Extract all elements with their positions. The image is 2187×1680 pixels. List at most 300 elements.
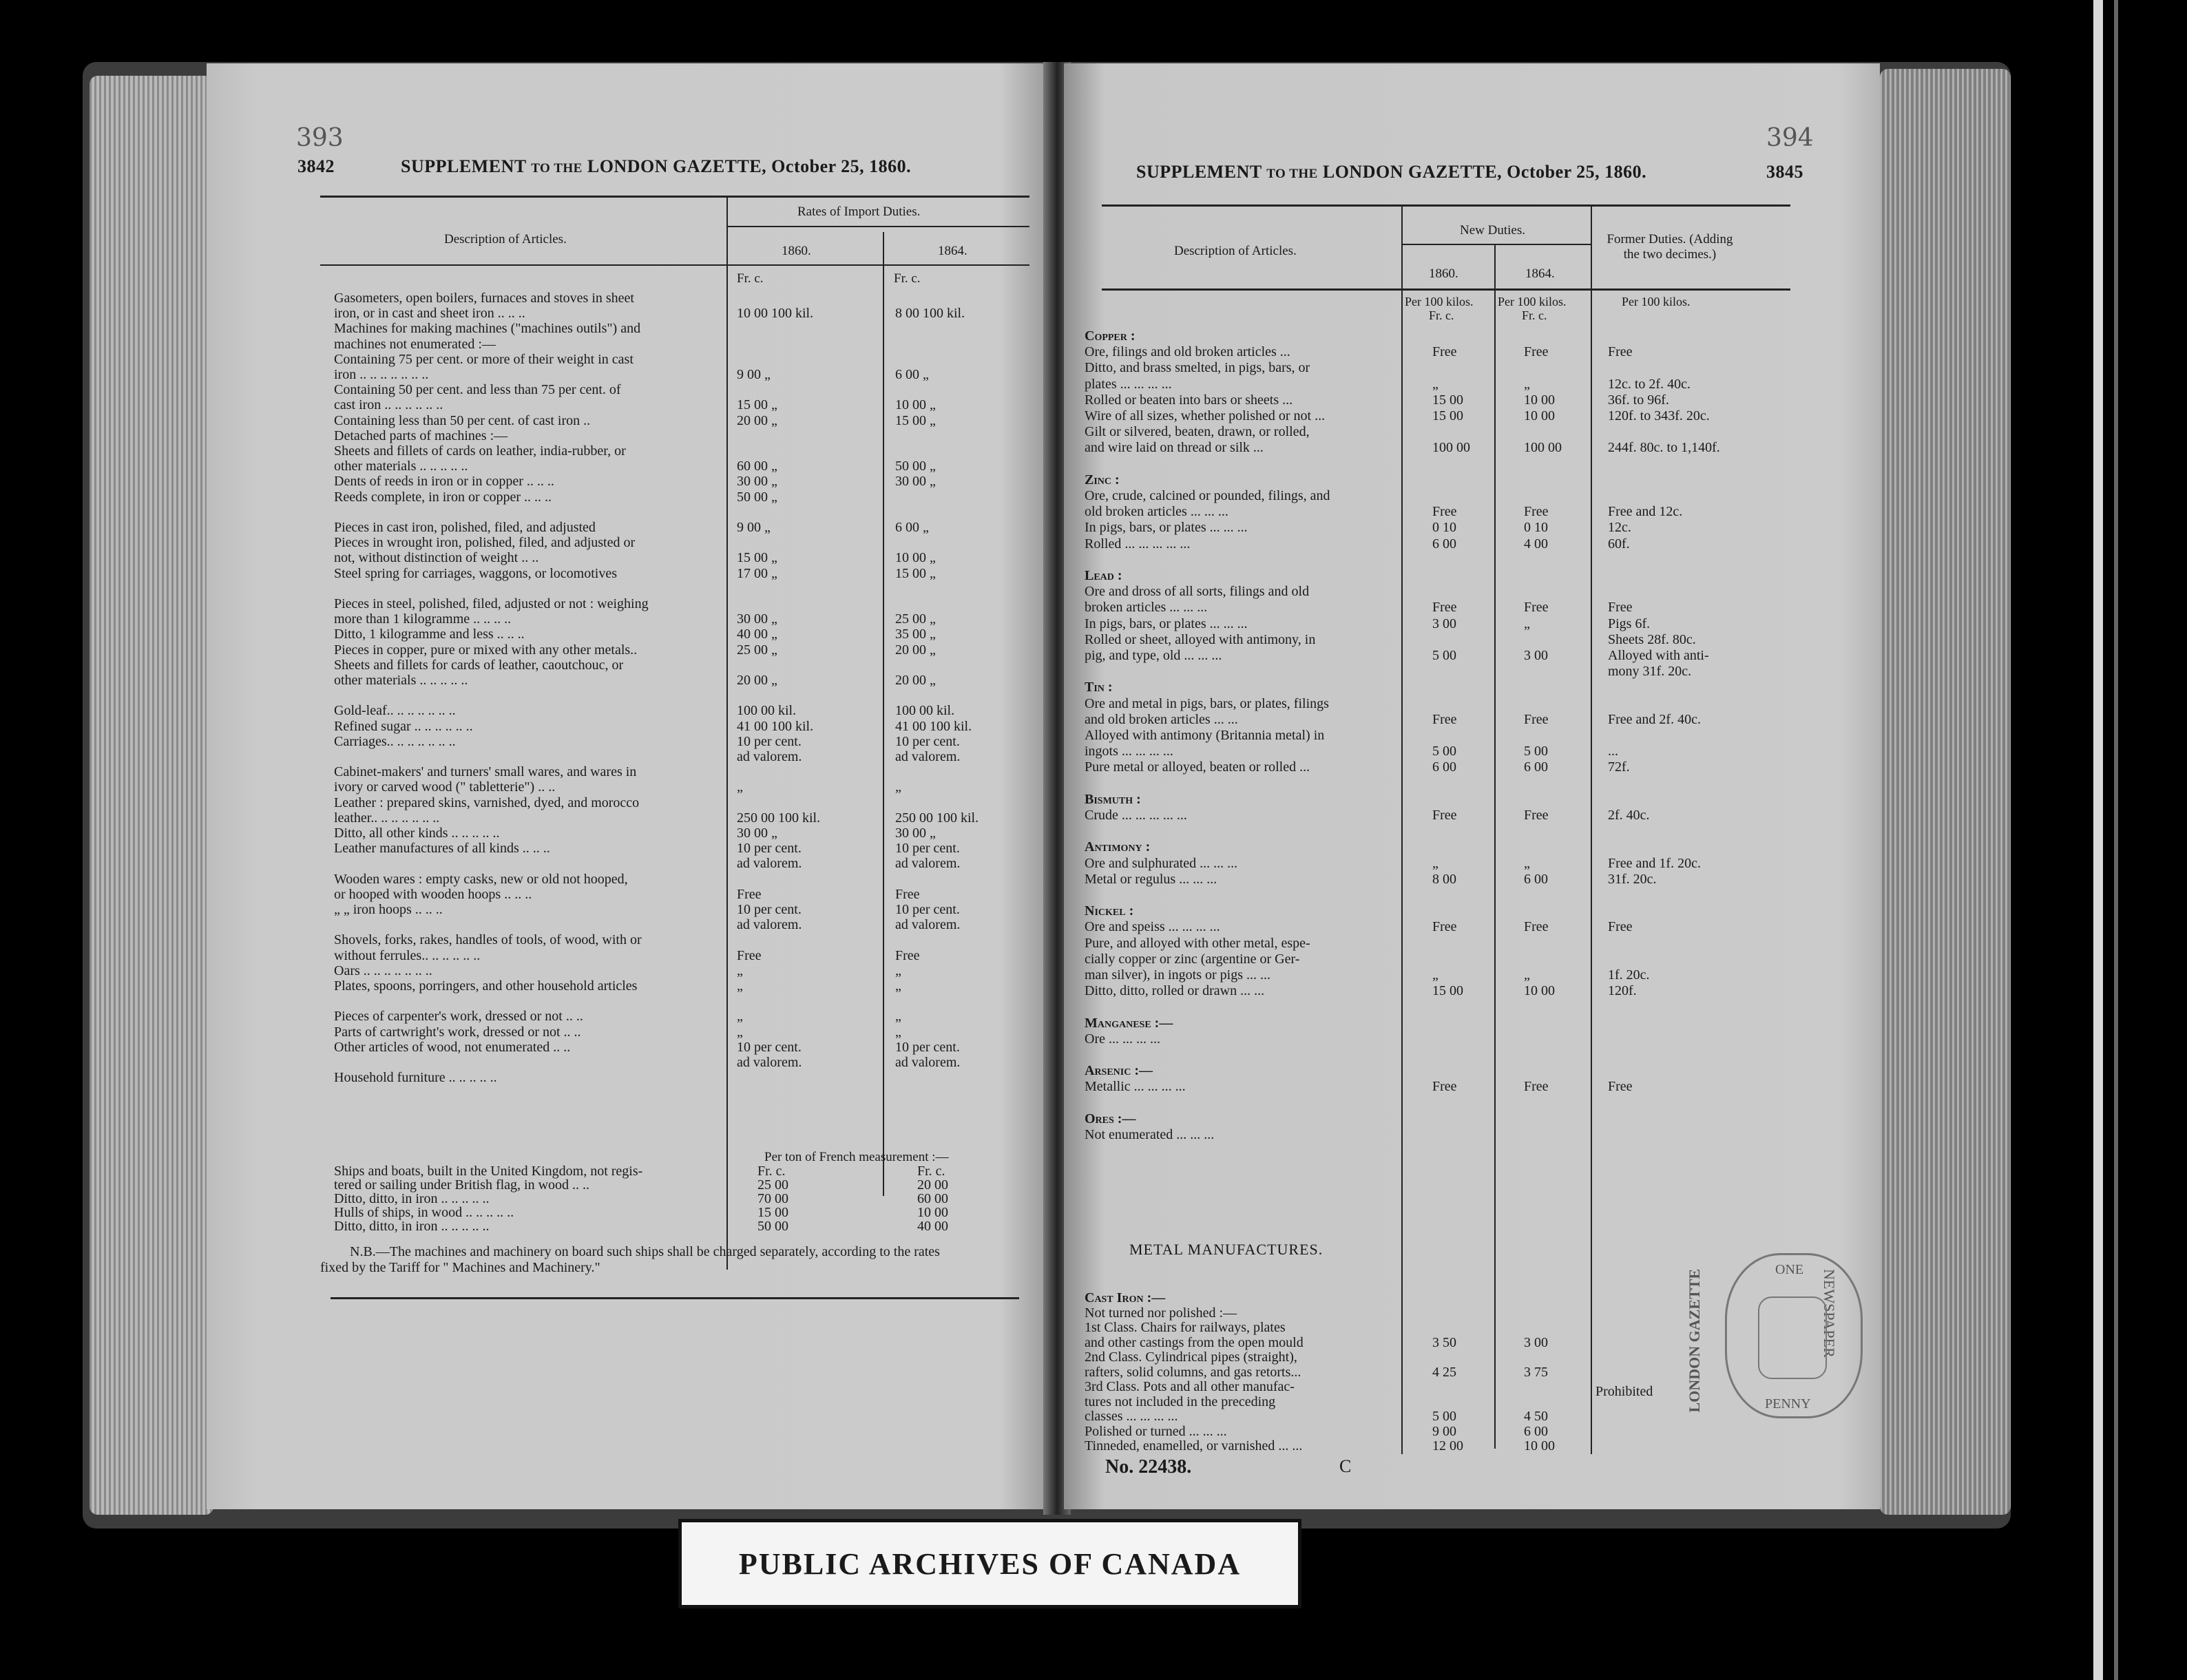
note-line-2: fixed by the Tariff for " Machines and Machinery." [320,1260,600,1275]
page-header-right [1136,162,1646,182]
table-row-1864: „ [895,1009,901,1024]
header-small-right: TO THE [1266,167,1318,181]
table-row-1860: 6 00 [1432,759,1456,775]
table-row-1864: „ [1524,967,1530,983]
header-small: TO THE [531,161,583,176]
table-row-description: Leather manufactures of all kinds .. .. .. [334,841,550,856]
table-row-former: Pigs 6f. [1608,616,1651,631]
table-row-description: not, without distinction of weight .. .. [334,550,539,565]
ship-row-description: Ships and boats, built in the United Kingdom, not regis- [334,1164,643,1179]
archive-label-text: PUBLIC ARCHIVES OF CANADA [738,1546,1242,1581]
ship-row-1860: 15 00 [757,1205,788,1220]
table-row-1864: 8 00 100 kil. [895,306,965,321]
table-row-1864: „ [895,978,901,994]
stamp-top: ONE [1775,1262,1804,1277]
table-row-description: Gilt or silvered, beaten, drawn, or rolled, [1085,424,1310,439]
table-row-description: ivory or carved wood (" tabletterie") .. .. [334,779,556,795]
table-row-former: 1f. 20c. [1608,967,1650,983]
table-row-1860: ad valorem. [737,1055,802,1070]
table-row-description: Pieces of carpenter's work, dressed or not .. .. [334,1009,583,1024]
table-row-1860: „ [737,963,743,978]
section-heading: Zinc : [1085,472,1120,487]
section-heading: Copper : [1085,328,1136,344]
table-row-1860: 15 00 [1432,392,1463,408]
table-row-1864: 6 00 [1524,759,1548,775]
table-row-description: Containing 75 per cent. or more of their weight in cast [334,352,634,367]
page-number: 3842 [297,156,335,176]
table-row-1860: 20 00 „ [737,673,777,688]
table-row-description: and wire laid on thread or silk ... [1085,440,1264,455]
table-row-1864: 0 10 [1524,520,1548,535]
signature-mark: C [1339,1456,1352,1476]
cast-row-description: 3rd Class. Pots and all other manufac- [1085,1379,1295,1394]
table-row-former: Alloyed with anti- [1608,648,1709,663]
table-row-1864: „ [1524,856,1530,871]
col-1864: 1864. [938,244,967,258]
table-row-1864: Free [1524,344,1549,359]
table-row-1864: 100 00 [1524,440,1562,455]
table-row-1864: 250 00 100 kil. [895,810,979,826]
table-row-1860: 9 00 „ [737,367,771,382]
table-row-1864: Free [1524,712,1549,727]
ship-row-description: Ditto, ditto, in iron .. .. .. .. .. [334,1219,490,1234]
fr-c-1860: Fr. c. [737,271,764,286]
table-row-1864: ad valorem. [895,1055,961,1070]
table-row-description: Household furniture .. .. .. .. .. [334,1070,497,1085]
table-row-1860: „ [737,1025,743,1040]
table-row-1864: 100 00 kil. [895,703,955,718]
table-row-description: leather.. .. .. .. .. .. .. [334,810,440,826]
table-row-1860: ad valorem. [737,917,802,932]
film-frame-edge [2114,0,2118,1680]
cast-row-description: tures not included in the preceding [1085,1394,1276,1409]
table-row-1860: 10 per cent. [737,902,802,917]
new-duties-rule [1401,244,1591,245]
newspaper-stamp [1686,1253,1863,1418]
table-row-1864: 6 00 „ [895,520,929,535]
table-row-1864: 41 00 100 kil. [895,719,972,734]
table-row-former: 12c. [1608,520,1631,535]
top-rule-right [1102,204,1790,207]
table-row-1864: Free [1524,504,1549,519]
table-row-description: without ferrules.. .. .. .. .. .. [334,948,481,963]
cast-row-1860: 12 00 [1432,1438,1463,1453]
table-row-description: or hooped with wooden hoops .. .. .. [334,887,532,902]
table-row-1860: Free [1432,344,1457,359]
table-row-1860: Free [737,887,762,902]
table-row-1860: 10 per cent. [737,841,802,856]
table-row-description: cast iron .. .. .. .. .. .. [334,397,443,412]
table-row-1864: ad valorem. [895,856,961,871]
table-row-description: other materials .. .. .. .. .. [334,673,468,688]
table-row-1864: 15 00 „ [895,566,936,581]
table-row-description: Pure, and alloyed with other metal, espe- [1085,936,1310,951]
table-row-1860: 10 per cent. [737,734,802,749]
table-row-description: Refined sugar .. .. .. .. .. .. [334,719,473,734]
table-row-description: Steel spring for carriages, waggons, or locomotives [334,566,618,581]
table-row-1860: 40 00 „ [737,627,777,642]
top-rule [320,196,1029,198]
table-row-description: Pure metal or alloyed, beaten or rolled ... [1085,759,1310,775]
table-row-description: In pigs, bars, or plates ... ... ... [1085,520,1248,535]
table-row-description: Ditto, all other kinds .. .. .. .. .. [334,826,500,841]
table-row-description: Shovels, forks, rakes, handles of tools, of wood, with or [334,932,642,947]
table-row-description: Ore ... ... ... ... [1085,1031,1160,1047]
table-row-former: mony 31f. 20c. [1608,664,1692,679]
table-row-1864: 35 00 „ [895,627,936,642]
ship-row-description: tered or sailing under British flag, in wood .. .. [334,1177,590,1193]
table-row-former: 120f. to 343f. 20c. [1608,408,1710,423]
table-row-former: 36f. to 96f. [1608,392,1669,408]
table-row-1860: 6 00 [1432,536,1456,552]
cast-row-1860: 5 00 [1432,1409,1456,1424]
table-row-former: 72f. [1608,759,1630,775]
table-row-description: Ditto, ditto, rolled or drawn ... ... [1085,983,1265,998]
header-rule-right [1102,288,1790,291]
table-row-1860: 10 per cent. [737,1040,802,1055]
table-row-1864: 50 00 „ [895,459,936,474]
table-row-1860: 17 00 „ [737,566,777,581]
table-row-1864: Free [1524,600,1549,615]
per-kilos-1860: Per 100 kilos. [1405,295,1474,308]
table-row-1864: Free [895,887,920,902]
ship-row-1860: 70 00 [757,1191,788,1206]
table-row-description: Pieces in steel, polished, filed, adjusted or not : weighing [334,596,649,611]
table-row-1860: Free [1432,600,1457,615]
crown-emblem-icon [1758,1296,1827,1379]
section-heading: Arsenic :— [1085,1063,1153,1078]
table-row-description: machines not enumerated :— [334,337,496,352]
col-divider-former [1591,204,1592,1454]
table-row-description: Not enumerated ... ... ... [1085,1127,1215,1142]
table-row-description: Sheets and fillets of cards on leather, india-rubber, or [334,443,626,459]
table-row-1860: 3 00 [1432,616,1456,631]
metal-heading: METAL MANUFACTURES. [1129,1241,1323,1258]
table-row-description: and old broken articles ... ... [1085,712,1238,727]
section-heading: Antimony : [1085,839,1151,854]
cast-row-1864: 3 75 [1524,1365,1548,1380]
issue-number: No. 22438. [1105,1456,1192,1478]
table-row-1864: 10 per cent. [895,734,960,749]
table-row-1860: 41 00 100 kil. [737,719,814,734]
table-row-description: Plates, spoons, porringers, and other household articles [334,978,638,994]
table-row-description: Metallic ... ... ... ... [1085,1079,1186,1094]
fr-c-right-1864: Fr. c. [1522,308,1547,322]
table-row-former: Free and 2f. 40c. [1608,712,1701,727]
table-row-description: man silver), in ingots or pigs ... ... [1085,967,1270,983]
ship-row-1860: Fr. c. [757,1164,786,1179]
fr-c-1864: Fr. c. [894,271,921,286]
table-row-1860: 50 00 „ [737,490,777,505]
table-row-description: Alloyed with antimony (Britannia metal) in [1085,728,1325,743]
table-row-description: ingots ... ... ... ... [1085,744,1173,759]
table-row-description: Ore and sulphurated ... ... ... [1085,856,1238,871]
ship-row-1860: 25 00 [757,1177,788,1193]
stamp-left: LONDON GAZETTE [1686,1269,1703,1413]
section-heading: Tin : [1085,680,1113,695]
table-row-description: Ore and dross of all sorts, filings and old [1085,584,1310,599]
table-row-former: ... [1608,744,1618,759]
cast-row-description: Polished or turned ... ... ... [1085,1424,1227,1439]
section-heading: Lead : [1085,568,1122,583]
col-description: Description of Articles. [444,232,567,246]
table-row-1864: ad valorem. [895,749,961,764]
header-rule [320,264,1029,266]
table-row-1864: ad valorem. [895,917,961,932]
table-row-1860: Free [1432,1079,1457,1094]
table-row-former: 2f. 40c. [1608,808,1650,823]
table-row-description: Detached parts of machines :— [334,428,508,443]
table-row-description: more than 1 kilogramme .. .. .. .. [334,611,512,627]
table-row-former: 12c. to 2f. 40c. [1608,377,1691,392]
cast-row-description: Tinneded, enamelled, or varnished ... ... [1085,1438,1303,1453]
cast-row-description: classes ... ... ... ... [1085,1409,1178,1424]
ship-row-1864: 10 00 [917,1205,948,1220]
table-row-description: Other articles of wood, not enumerated .. .. [334,1040,571,1055]
table-row-former: Free [1608,344,1633,359]
table-row-1864: 10 00 [1524,983,1555,998]
per-kilos-former: Per 100 kilos. [1622,295,1691,308]
col-divider-desc-right [1401,204,1403,1454]
table-row-1864: 25 00 „ [895,611,936,627]
table-row-1860: 30 00 „ [737,611,777,627]
header-title: SUPPLEMENT [401,156,527,176]
section-heading: Nickel : [1085,903,1134,918]
table-row-1860: 15 00 [1432,408,1463,423]
table-row-1860: 0 10 [1432,520,1456,535]
cast-row-1864: 3 00 [1524,1335,1548,1350]
table-row-1860: 15 00 „ [737,397,777,412]
table-row-description: Gasometers, open boilers, furnaces and stoves in sheet [334,291,634,306]
page-edges-left [90,76,213,1515]
table-row-description: plates ... ... ... ... [1085,377,1172,392]
col-new-duties: New Duties. [1460,223,1525,238]
cast-row-1860: 9 00 [1432,1424,1456,1439]
table-row-1860: Free [1432,504,1457,519]
table-row-1864: Free [895,948,920,963]
table-row-description: Rolled ... ... ... ... ... [1085,536,1191,552]
table-row-description: Leather : prepared skins, varnished, dyed, and morocco [334,795,640,810]
stamp-bottom: PENNY [1765,1396,1811,1411]
table-row-1860: 30 00 „ [737,826,777,841]
table-row-1860: 250 00 100 kil. [737,810,821,826]
table-row-description: Carriages.. .. .. .. .. .. .. [334,734,456,749]
fr-c-right-1860: Fr. c. [1429,308,1454,322]
cast-row-1864: 4 50 [1524,1409,1548,1424]
table-row-former: 120f. [1608,983,1637,998]
table-row-1864: 30 00 „ [895,474,936,489]
table-row-description: Reeds complete, in iron or copper .. .. .. [334,490,552,505]
table-row-1864: 3 00 [1524,648,1548,663]
table-row-1860: 30 00 „ [737,474,777,489]
bottom-rule [331,1297,1019,1299]
table-row-1860: Free [1432,808,1457,823]
table-row-1860: 60 00 „ [737,459,777,474]
col-rates: Rates of Import Duties. [797,204,921,219]
pencil-page-number-right: 394 [1766,124,1814,152]
table-row-1864: 20 00 „ [895,673,936,688]
table-row-description: other materials .. .. .. .. .. [334,459,468,474]
table-row-1860: 15 00 „ [737,550,777,565]
section-heading: Ores :— [1085,1111,1136,1126]
table-row-1860: 100 00 kil. [737,703,797,718]
ship-row-1864: 60 00 [917,1191,948,1206]
table-row-1860: „ [1432,856,1438,871]
table-row-1864: 10 per cent. [895,902,960,917]
cast-row-1864: 6 00 [1524,1424,1548,1439]
table-row-description: Rolled or beaten into bars or sheets ... [1085,392,1293,408]
section-heading: Cast Iron :— [1085,1290,1166,1305]
table-row-description: Ore, crude, calcined or pounded, filings, and [1085,488,1330,503]
table-row-1860: Free [1432,919,1457,934]
cast-row-1860: 4 25 [1432,1365,1456,1380]
stamp-side: NEWSPAPER [1821,1269,1838,1358]
table-row-1864: 10 00 [1524,408,1555,423]
col-1860-right: 1860. [1429,266,1458,281]
cast-row-1864: 10 00 [1524,1438,1555,1453]
per-kilos-1864: Per 100 kilos. [1498,295,1567,308]
table-row-1860: Free [737,948,762,963]
table-row-1860: ad valorem. [737,856,802,871]
col-1864-right: 1864. [1525,266,1555,281]
rates-rule [726,226,1029,227]
table-row-description: Containing 50 per cent. and less than 75 per cent. of [334,382,621,397]
table-row-description: old broken articles ... ... ... [1085,504,1228,519]
table-row-former: Free and 1f. 20c. [1608,856,1701,871]
film-frame-bar [2093,0,2103,1680]
table-row-1864: „ [895,1025,901,1040]
table-row-former: Free [1608,1079,1633,1094]
table-row-1864: 4 00 [1524,536,1548,552]
table-row-1864: Free [1524,919,1549,934]
table-row-1860: Free [1432,712,1457,727]
table-row-description: Wire of all sizes, whether polished or not ... [1085,408,1326,423]
table-row-description: Metal or regulus ... ... ... [1085,872,1217,887]
prohibited-label: Prohibited [1595,1384,1653,1399]
ship-row-description: Hulls of ships, in wood .. .. .. .. .. [334,1205,514,1220]
cast-row-1860: 3 50 [1432,1335,1456,1350]
table-row-1864: 10 per cent. [895,1040,960,1055]
ship-row-1860: 50 00 [757,1219,788,1234]
table-row-description: Gold-leaf.. .. .. .. .. .. .. [334,703,456,718]
table-row-description: „ „ iron hoops .. .. .. [334,902,443,917]
page-edges-right [1880,69,2011,1515]
ton-header: Per ton of French measurement :— [764,1150,949,1164]
cast-row-description: 1st Class. Chairs for railways, plates [1085,1320,1286,1335]
table-row-description: Pieces in copper, pure or mixed with any other metals.. [334,642,638,658]
table-row-description: broken articles ... ... ... [1085,600,1208,615]
table-row-description: cially copper or zinc (argentine or Ger- [1085,952,1300,967]
table-row-1864: 30 00 „ [895,826,936,841]
table-row-description: Machines for making machines ("machines outils") and [334,321,641,336]
table-row-former: Free [1608,600,1633,615]
cast-row-description: and other castings from the open mould [1085,1335,1304,1350]
col-divider-years [883,232,884,1196]
table-row-description: Oars .. .. .. .. .. .. .. [334,963,432,978]
table-row-1864: Free [1524,808,1549,823]
table-row-description: Pieces in cast iron, polished, filed, and adjusted [334,520,596,535]
table-row-1860: 8 00 [1432,872,1456,887]
table-row-1860: „ [737,978,743,994]
table-row-1864: 15 00 „ [895,413,936,428]
table-row-1860: „ [1432,967,1438,983]
table-row-description: Rolled or sheet, alloyed with antimony, in [1085,632,1316,647]
col-former-duties: Former Duties. (Adding the two decimes.) [1607,232,1733,262]
table-row-former: Sheets 28f. 80c. [1608,632,1696,647]
cast-row-description: 2nd Class. Cylindrical pipes (straight), [1085,1350,1297,1365]
archive-label [678,1519,1301,1608]
table-row-1860: 9 00 „ [737,520,771,535]
table-row-1864: „ [895,779,901,795]
table-row-former: 60f. [1608,536,1630,552]
table-row-description: pig, and type, old ... ... ... [1085,648,1222,663]
table-row-former: Free and 12c. [1608,504,1683,519]
table-row-1860: „ [737,1009,743,1024]
ship-row-1864: 40 00 [917,1219,948,1234]
table-row-1864: „ [1524,377,1530,392]
table-row-1864: 5 00 [1524,744,1548,759]
ship-row-description: Ditto, ditto, in iron .. .. .. .. .. [334,1191,490,1206]
table-row-1864: 20 00 „ [895,642,936,658]
table-row-1860: 5 00 [1432,744,1456,759]
col-description-right: Description of Articles. [1174,244,1297,258]
page-number-right: 3845 [1766,162,1803,182]
table-row-1860: „ [1432,377,1438,392]
table-row-description: Cabinet-makers' and turners' small wares, and wares in [334,764,637,779]
table-row-1860: 10 00 100 kil. [737,306,814,321]
table-row-description: Pieces in wrought iron, polished, filed, and adjusted or [334,535,636,550]
table-row-description: iron .. .. .. .. .. .. .. [334,367,429,382]
table-row-1864: 10 00 „ [895,397,936,412]
table-row-1860: 15 00 [1432,983,1463,998]
col-divider-years-right [1494,244,1496,1449]
table-row-description: Sheets and fillets for cards of leather, caoutchouc, or [334,658,624,673]
section-heading: Bismuth : [1085,792,1141,807]
section-heading: Manganese :— [1085,1016,1173,1031]
table-row-1864: 10 00 „ [895,550,936,565]
table-row-description: Crude ... ... ... ... ... [1085,808,1187,823]
table-row-1864: „ [895,963,901,978]
ship-row-1864: Fr. c. [917,1164,945,1179]
table-row-1860: ad valorem. [737,749,802,764]
table-row-former: Free [1608,919,1633,934]
left-page [207,63,1050,1509]
table-row-1864: Free [1524,1079,1549,1094]
table-row-1864: 6 00 [1524,872,1548,887]
col-divider-desc [726,196,728,1270]
pencil-page-number: 393 [296,124,344,152]
table-row-description: iron, or in cast and sheet iron .. .. .. [334,306,525,321]
table-row-description: Parts of cartwright's work, dressed or not .. .. [334,1025,581,1040]
table-row-description: Ore and metal in pigs, bars, or plates, filings [1085,696,1329,711]
table-row-1864: „ [1524,616,1530,631]
header-tail: LONDON GAZETTE, October 25, 1860. [587,156,912,176]
table-row-former: 244f. 80c. to 1,140f. [1608,440,1720,455]
table-row-description: Dents of reeds in iron or in copper .. .. .. [334,474,554,489]
table-row-former: 31f. 20c. [1608,872,1657,887]
table-row-description: Ore and speiss ... ... ... ... [1085,919,1220,934]
table-row-description: Ore, filings and old broken articles ... [1085,344,1290,359]
table-row-1864: 10 per cent. [895,841,960,856]
table-row-description: Ditto, 1 kilogramme and less .. .. .. [334,627,525,642]
table-row-1860: „ [737,779,743,795]
page-header [401,156,911,177]
header-title-right: SUPPLEMENT [1136,162,1262,182]
table-row-description: Wooden wares : empty casks, new or old not hooped, [334,872,628,887]
header-tail-right: LONDON GAZETTE, October 25, 1860. [1322,162,1647,182]
table-row-description: Containing less than 50 per cent. of cast iron .. [334,413,591,428]
table-row-1860: 25 00 „ [737,642,777,658]
